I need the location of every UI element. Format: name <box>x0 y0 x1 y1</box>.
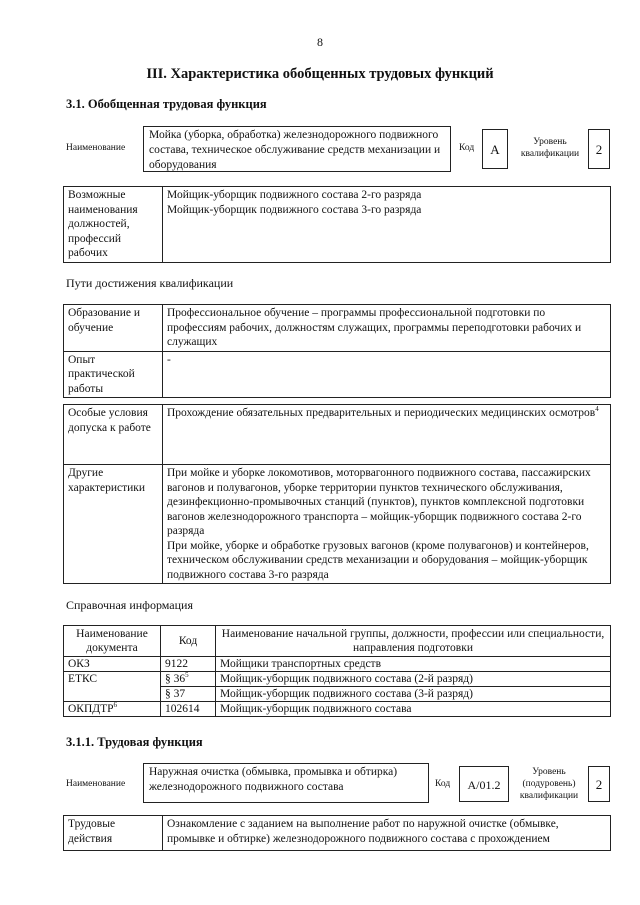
table-row: ЕТКС § $36^5$ Мойщик-уборщик подвижного состава (2-й разряд) <box>64 672 611 687</box>
otf-name-value: Мойка (уборка, обработка) железнодорожного подвижного состава, техническое обслуживание средств механизации и оборудования <box>143 126 451 172</box>
education-value: Профессиональное обучение – программы профессиональной подготовки по профессиям рабочих, должностям служащих, программы переподготовки рабочих и служащих <box>163 305 611 352</box>
position-item: Мойщик-уборщик подвижного состава 2-го разряда <box>167 189 422 201</box>
ref-header-code: Код <box>161 626 216 657</box>
tf-name-label: Наименование <box>66 779 126 789</box>
special-conditions-value: Прохождение обязательных предварительных и периодических медицинских осмотров$^4$ <box>163 405 611 465</box>
positions-table <box>63 186 611 263</box>
positions-values <box>163 187 611 263</box>
tf-level-value: 2 <box>588 766 610 802</box>
otf-name-label: Наименование <box>66 143 126 153</box>
footnote-mark: 5 <box>185 671 189 680</box>
ref-header-name: Наименование начальной группы, должности, профессии или специальности, направления подготовки <box>216 626 611 657</box>
other-characteristics-value: При мойке и уборке локомотивов, моторвагонного подвижного состава, пассажирских вагонов и полувагонов, уборке территории пунктов технического обслуживания, дезинфекционно-промывочных станций (пунктов), пунктов комплексной подготовки вагонов железнодорожного транспорта – мойщик-уборщик подвижного состава 2-го разряда При мойке, уборке и обработке грузовых вагонов (кроме полувагонов) и контейнеров, техническом обслуживании средств механизации и оборудования – мойщик-уборщик подвижного состава 3-го разряда <box>163 465 611 584</box>
footnote-mark: 6 <box>113 701 118 710</box>
otf-code-label: Код <box>459 143 475 153</box>
tf-level-label: Уровень (подуровень) квалификации <box>519 767 579 801</box>
position-item: Мойщик-уборщик подвижного состава 3-го разряда <box>167 203 422 216</box>
otf-code-value: А <box>482 129 508 169</box>
tf-code-label: Код <box>435 779 451 789</box>
education-label: Образование и обучение <box>64 305 163 352</box>
tf-code-value: А/01.2 <box>459 766 509 802</box>
conditions-table <box>63 404 611 584</box>
otf-level-label: Уровень квалификации <box>520 137 580 159</box>
actions-table <box>63 815 611 851</box>
footnote-mark: 4 <box>595 405 599 414</box>
paths-table <box>63 304 611 398</box>
ref-header-doc: Наименование документа <box>64 626 161 657</box>
table-row: ОКЗ 9122 Мойщики транспортных средств <box>64 657 611 672</box>
other-characteristics-label: Другие характеристики <box>64 465 163 584</box>
actions-label: Трудовые действия <box>64 816 163 851</box>
table-row: ОКПДТР$^6$ 102614 Мойщик-уборщик подвижного состава <box>64 702 611 717</box>
positions-label: Возможные наименования должностей, профессий рабочих <box>64 187 163 263</box>
section-title: III. Характеристика обобщенных трудовых функций <box>146 66 494 82</box>
experience-label: Опыт практической работы <box>64 351 163 398</box>
otf-heading: 3.1. Обобщенная трудовая функция <box>66 97 267 111</box>
tf-name-value: Наружная очистка (обмывка, промывка и обтирка) железнодорожного подвижного состава <box>143 763 429 803</box>
paths-heading: Пути достижения квалификации <box>66 276 234 290</box>
experience-value: - <box>163 351 611 398</box>
otf-level-value: 2 <box>588 129 610 169</box>
actions-value: Ознакомление с заданием на выполнение работ по наружной очистке (обмывке, промывке и обтирке) железнодорожного подвижного состава с прохождением <box>163 816 611 851</box>
page-number: 8 <box>317 35 323 49</box>
tf-heading: 3.1.1. Трудовая функция <box>66 735 203 749</box>
reference-table <box>63 625 611 717</box>
ref-heading: Справочная информация <box>66 598 193 612</box>
table-row: § 37 Мойщик-уборщик подвижного состава (3-й разряд) <box>64 687 611 702</box>
special-conditions-label: Особые условия допуска к работе <box>64 405 163 465</box>
